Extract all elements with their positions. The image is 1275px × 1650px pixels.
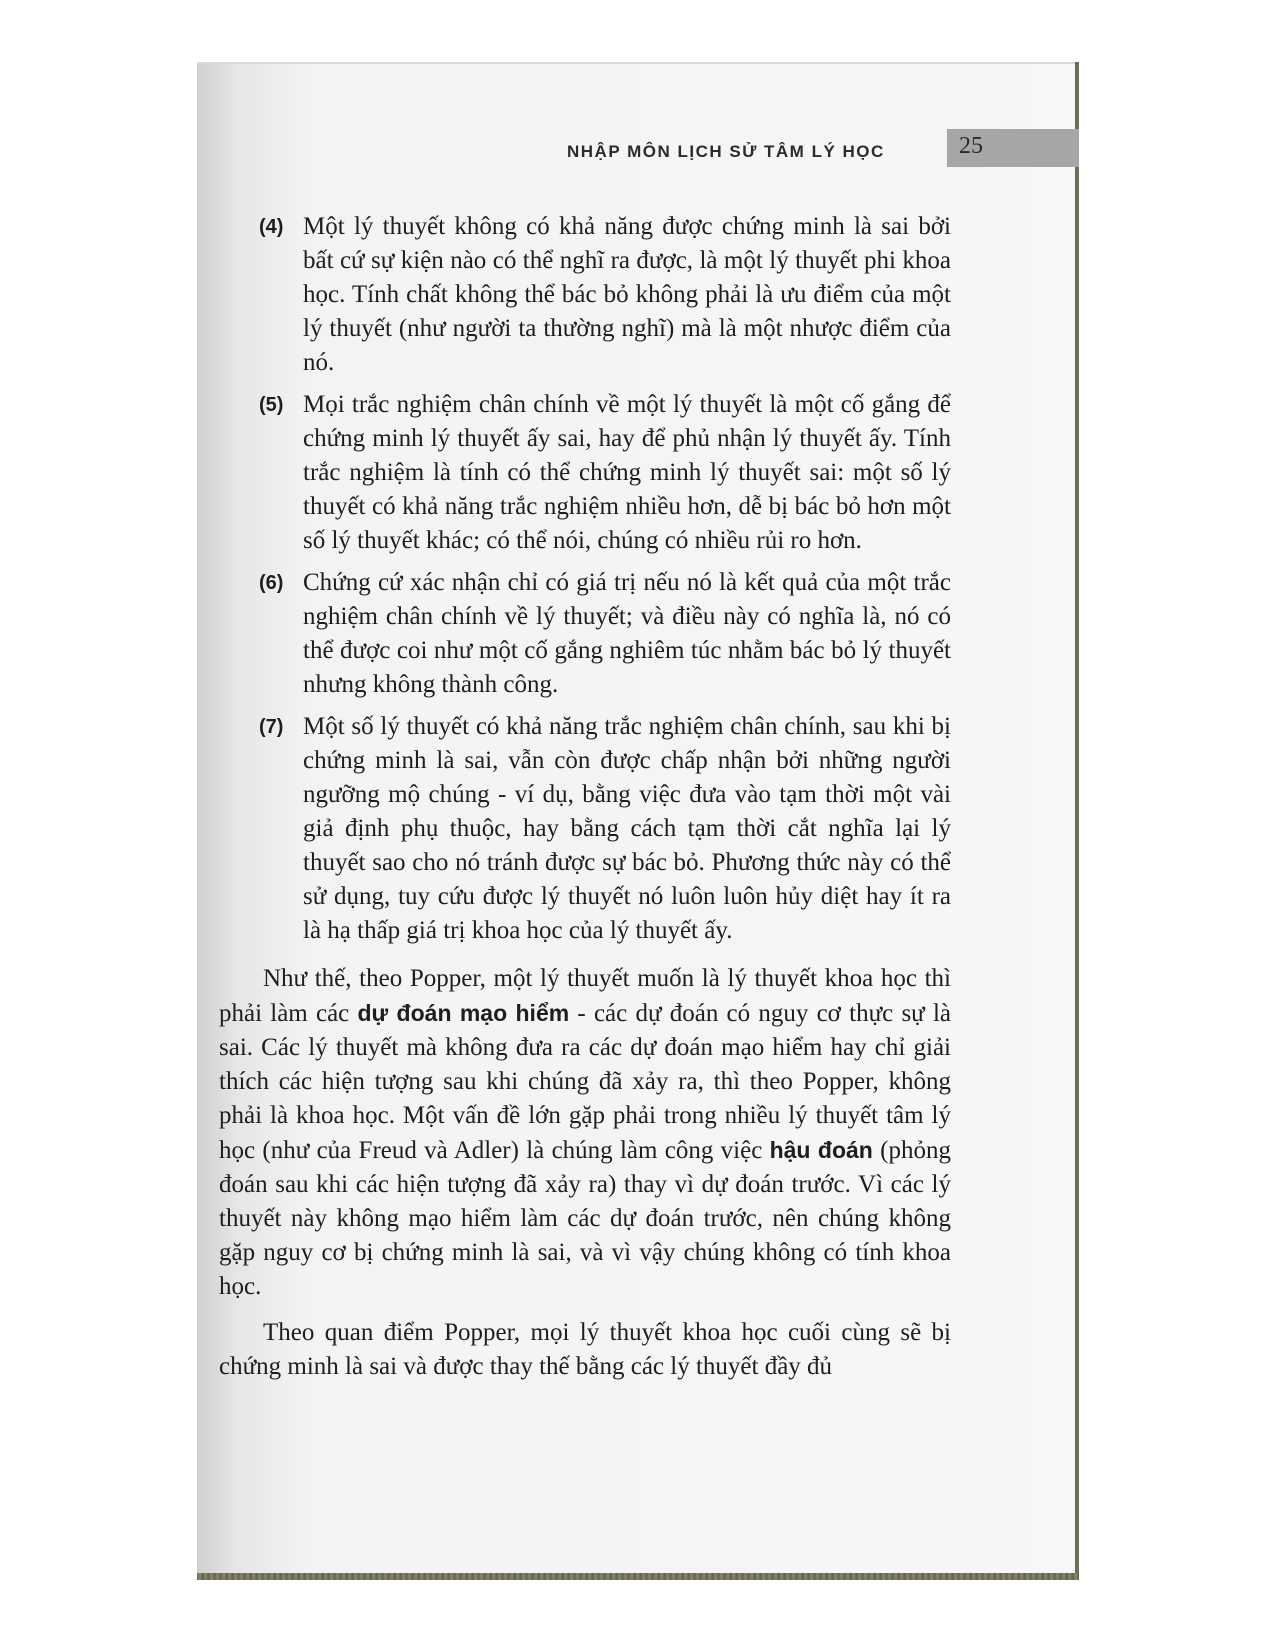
item-number: (6)	[259, 572, 284, 594]
numbered-item	[219, 210, 951, 380]
page-number-box	[947, 129, 1079, 167]
item-number: (7)	[259, 716, 284, 738]
item-number: (5)	[259, 394, 284, 416]
item-number: (4)	[259, 216, 284, 238]
page-bottom-edge	[197, 1573, 1079, 1580]
paragraph-text: Như thế, theo Popper, một lý thuyết muốn là lý thuyết khoa học thì phải làm các	[219, 965, 951, 1027]
item-text: Chứng cứ xác nhận chỉ có giá trị nếu nó là kết quả của một trắc nghiệm chân chính về lý thuyết; và điều này có nghĩa là, nó có thể được coi như một cố gắng nghiêm túc nhằm bác bỏ lý thuyết nhưng không thành công.	[303, 569, 951, 698]
key-term: dự đoán mạo hiểm	[357, 1000, 570, 1026]
numbered-item	[219, 388, 951, 558]
paragraph-text: - các dự đoán có nguy cơ thực sự là sai. Các lý thuyết mà không đưa ra các dự đoán mạo hiểm hay chỉ giải thích các hiện tượng sau khi chúng đã xảy ra, thì theo Popper, không phải là khoa học. Một vấn đề lớn gặp phải trong nhiều lý thuyết tâm lý học (như của Freud và Adler) là chúng làm công việc	[219, 1000, 951, 1164]
paragraph-text: Theo quan điểm Popper, mọi lý thuyết khoa học cuối cùng sẽ bị chứng minh là sai và được thay thế bằng các lý thuyết đầy đủ	[219, 1319, 951, 1380]
page-number: 25	[959, 133, 983, 159]
numbered-item	[219, 566, 951, 702]
key-term: hậu đoán	[769, 1137, 873, 1163]
page-right-edge	[1075, 62, 1079, 1580]
item-text: Một số lý thuyết có khả năng trắc nghiệm chân chính, sau khi bị chứng minh là sai, vẫn còn được chấp nhận bởi những người ngưỡng mộ chúng - ví dụ, bằng việc đưa vào tạm thời một vài giả định phụ thuộc, hay bằng cách tạm thời cắt nghĩa lại lý thuyết sao cho nó tránh được sự bác bỏ. Phương thức này có thể sử dụng, tuy cứu được lý thuyết nó luôn luôn hủy diệt hay ít ra là hạ thấp giá trị khoa học của lý thuyết ấy.	[303, 713, 951, 944]
page-body	[219, 210, 951, 1384]
running-header-title: NHẬP MÔN LỊCH SỬ TÂM LÝ HỌC	[567, 142, 885, 161]
paragraph-text: (phỏng đoán sau khi các hiện tượng đã xảy ra) thay vì dự đoán trước. Vì các lý thuyết này không mạo hiểm làm các dự đoán trước, nên chúng không gặp nguy cơ bị chứng minh là sai, và vì vậy chúng không có tính khoa học.	[219, 1137, 951, 1300]
item-text: Mọi trắc nghiệm chân chính về một lý thuyết là một cố gắng để chứng minh lý thuyết ấy sai, hay để phủ nhận lý thuyết ấy. Tính trắc nghiệm là tính có thể chứng minh lý thuyết sai: một số lý thuyết có khả năng trắc nghiệm nhiều hơn, dễ bị bác bỏ hơn một số lý thuyết khác; có thể nói, chúng có nhiều rủi ro hơn.	[303, 391, 951, 554]
book-page	[197, 62, 1079, 1580]
page-top-edge	[197, 62, 1079, 64]
item-text: Một lý thuyết không có khả năng được chứng minh là sai bởi bất cứ sự kiện nào có thể nghĩ ra được, là một lý thuyết phi khoa học. Tính chất không thể bác bỏ không phải là ưu điểm của một lý thuyết (như người ta thường nghĩ) mà là một nhược điểm của nó.	[303, 213, 951, 376]
body-paragraph	[219, 962, 951, 1304]
body-paragraph	[219, 1316, 951, 1384]
numbered-item	[219, 710, 951, 948]
